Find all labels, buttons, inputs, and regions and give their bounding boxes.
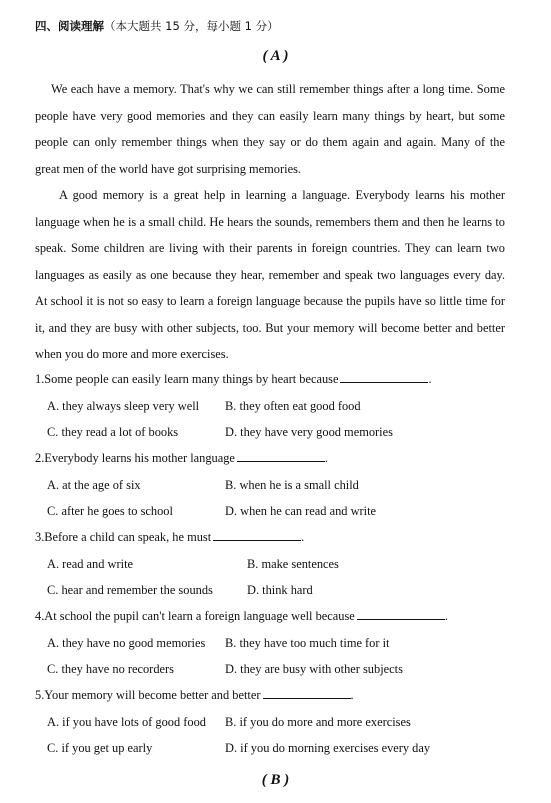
question-2-option-c: C. after he goes to school <box>47 504 173 518</box>
question-4-option-b: B. they have too much time for it <box>225 636 390 650</box>
question-3-stem <box>35 530 304 545</box>
question-4-option-d: D. they are busy with other subjects <box>225 662 403 676</box>
question-2-option-d: D. when he can read and write <box>225 504 377 518</box>
question-2-text: 2.Everybody learns his mother language <box>35 451 235 465</box>
question-1-text: 1.Some people can easily learn many things by heart because <box>35 372 339 386</box>
question-5-option-d: D. if you do morning exercises every day <box>225 741 431 755</box>
question-3-option-c: C. hear and remember the sounds <box>47 583 213 597</box>
question-5-end: . <box>350 688 354 702</box>
question-4-end: . <box>444 609 448 623</box>
question-1-option-c: C. they read a lot of books <box>47 425 179 439</box>
question-1-option-d: D. they have very good memories <box>225 425 393 439</box>
answer-blank <box>213 530 301 541</box>
question-3-option-b: B. make sentences <box>247 557 339 571</box>
answer-blank <box>357 609 445 620</box>
question-5-option-b: B. if you do more and more exercises <box>225 715 411 729</box>
question-2-end: . <box>324 451 329 465</box>
passage-paragraph-1-text: We each have a memory. That's why we can still remember things after a long time. Some people have very good memories and they can easily learn many things by heart, but some people can only remember things when they say or do them again and again. Many of the great men of the world have got surprising memories. <box>35 82 505 176</box>
passage-paragraph-1 <box>35 76 505 182</box>
answer-blank <box>340 372 428 383</box>
question-5-stem <box>35 688 354 703</box>
passage-b-label: ( B ) <box>261 772 290 788</box>
question-3-end: . <box>301 530 305 544</box>
question-3-option-a: A. read and write <box>47 557 134 571</box>
question-4-text: 4.At school the pupil can't learn a foreign language well because <box>35 609 355 623</box>
passage-paragraph-2 <box>35 182 505 368</box>
passage-a-label: ( A ) <box>262 48 289 64</box>
question-3-option-d: D. think hard <box>247 583 313 597</box>
question-2-option-b: B. when he is a small child <box>225 478 359 492</box>
section-heading-title: 四、阅读理解 <box>35 19 104 33</box>
passage-paragraph-2-text: A good memory is a great help in learning a language. Everybody learns his mother language when he is a small child. He hears the sounds, remembers them and then he learns to speak. Some children are living with their parents in foreign countries. They can learn two languages as easily as one because they hear, remember and speak two languages every day. At school it is not so easy to learn a foreign language because the pupils have so little time for it, and they are busy with other subjects, too. But your memory will become better and better when you do more and more exercises. <box>35 188 505 361</box>
question-1-stem <box>35 372 432 387</box>
question-2-stem <box>35 451 328 466</box>
question-5-option-c: C. if you get up early <box>47 741 153 755</box>
answer-blank <box>237 451 325 462</box>
answer-blank <box>263 688 351 699</box>
section-heading <box>35 18 279 34</box>
question-4-option-a: A. they have no good memories <box>47 636 206 650</box>
question-4-option-c: C. they have no recorders <box>47 662 174 676</box>
question-1-option-b: B. they often eat good food <box>225 399 361 413</box>
question-1-end: . <box>428 372 432 386</box>
question-5-text: 5.Your memory will become better and better <box>35 688 261 702</box>
question-5-option-a: A. if you have lots of good food <box>47 715 206 729</box>
question-1-option-a: A. they always sleep very well <box>47 399 200 413</box>
question-2-option-a: A. at the age of six <box>47 478 141 492</box>
section-heading-note: （本大题共 15 分，每小题 1 分） <box>104 19 279 33</box>
question-4-stem <box>35 609 448 624</box>
question-3-text: 3.Before a child can speak, he must <box>35 530 212 544</box>
